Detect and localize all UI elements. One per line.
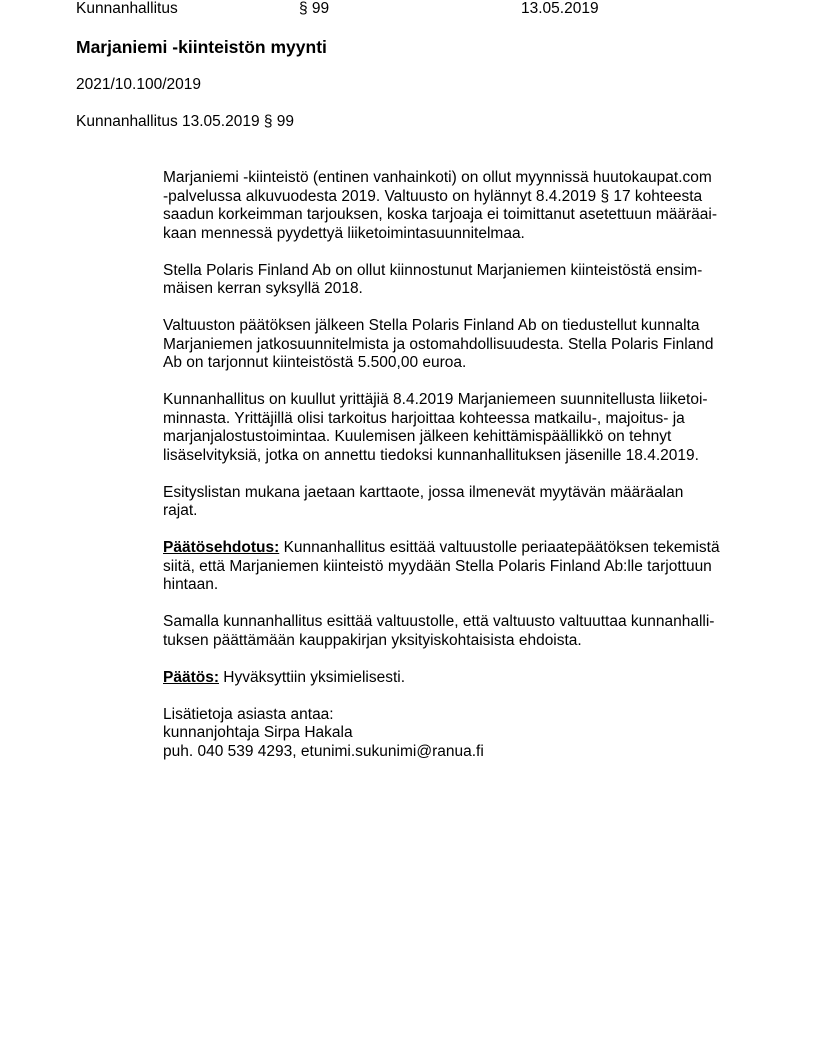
header-body: Kunnanhallitus [76, 0, 178, 17]
paragraph-interest [163, 262, 753, 299]
header-section: § 99 [299, 0, 330, 17]
header-date: 13.05.2019 [521, 0, 599, 17]
text-line: marjanjalostustoimintaa. Kuulemisen jälkeen kehittämispäällikkö on tehnyt [163, 428, 672, 445]
text-line [163, 539, 753, 558]
text-line: kaan mennessä pyydettyä liiketoimintasuunnitelmaa. [163, 224, 525, 242]
text-line: Kunnanhallitus on kuullut yrittäjiä 8.4.2019 Marjaniemeen suunnitellusta liiketoi- [163, 391, 708, 408]
text-line: siitä, että Marjaniemen kiinteistö myydään Stella Polaris Finland Ab:lle tarjottuun [163, 557, 712, 575]
meeting-line: Kunnanhallitus 13.05.2019 § 99 [76, 113, 295, 130]
text-line: Valtuuston päätöksen jälkeen Stella Polaris Finland Ab on tiedustellut kunnalta [163, 317, 700, 334]
text-line [163, 669, 753, 688]
document-body [163, 169, 753, 780]
text-line: lisäselvityksiä, jotka on annettu tiedoksi kunnanhallituksen jäsenille 18.4.2019. [163, 446, 699, 464]
text-line: rajat. [163, 502, 198, 519]
text-line: Samalla kunnanhallitus esittää valtuustolle, että valtuusto valtuuttaa kunnanhalli- [163, 613, 715, 630]
document-title: Marjaniemi -kiinteistön myynti [76, 37, 327, 57]
paragraph-decision [163, 669, 753, 688]
text-line: mäisen kerran syksyllä 2018. [163, 280, 363, 297]
text-line: minnasta. Yrittäjillä olisi tarkoitus harjoittaa kohteessa matkailu-, majoitus- ja [163, 409, 685, 427]
proposal-label: Päätösehdotus: [163, 539, 280, 556]
decision-label: Päätös: [163, 668, 219, 686]
text-line: -palvelussa alkuvuodesta 2019. Valtuusto on hylännyt 8.4.2019 § 17 kohteesta [163, 187, 703, 205]
paragraph-sale-background [163, 169, 753, 243]
text-line: saadun korkeimman tarjouksen, koska tarjoaja ei toimittanut asetettuun määräai- [163, 206, 717, 223]
paragraph-map-attachment [163, 484, 753, 521]
contact-phone-email: puh. 040 539 4293, etunimi.sukunimi@ranua.fi [163, 742, 484, 760]
text-line: tuksen päättämään kauppakirjan yksityiskohtaisista ehdoista. [163, 631, 582, 649]
paragraph-proposal [163, 539, 753, 595]
paragraph-offer [163, 317, 753, 373]
document-number: 2021/10.100/2019 [76, 76, 201, 93]
paragraph-proposal-continued [163, 613, 753, 650]
text-line: Marjaniemi -kiinteistö (entinen vanhainkoti) on ollut myynnissä huutokaupat.com [163, 169, 712, 186]
paragraph-hearing [163, 391, 753, 465]
text-line: Stella Polaris Finland Ab on ollut kiinnostunut Marjaniemen kiinteistöstä ensim- [163, 261, 703, 279]
proposal-text: Kunnanhallitus esittää valtuustolle periaatepäätöksen tekemistä [279, 539, 720, 556]
contact-person: kunnanjohtaja Sirpa Hakala [163, 724, 353, 741]
text-line: Marjaniemen jatkosuunnitelmista ja ostomahdollisuudesta. Stella Polaris Finland [163, 335, 714, 353]
contact-info [163, 706, 753, 762]
decision-text: Hyväksyttiin yksimielisesti. [219, 668, 406, 686]
text-line: Ab on tarjonnut kiinteistöstä 5.500,00 euroa. [163, 354, 467, 371]
contact-intro: Lisätietoja asiasta antaa: [163, 705, 334, 723]
text-line: Esityslistan mukana jaetaan karttaote, jossa ilmenevät myytävän määräalan [163, 483, 684, 501]
text-line: hintaan. [163, 576, 219, 593]
